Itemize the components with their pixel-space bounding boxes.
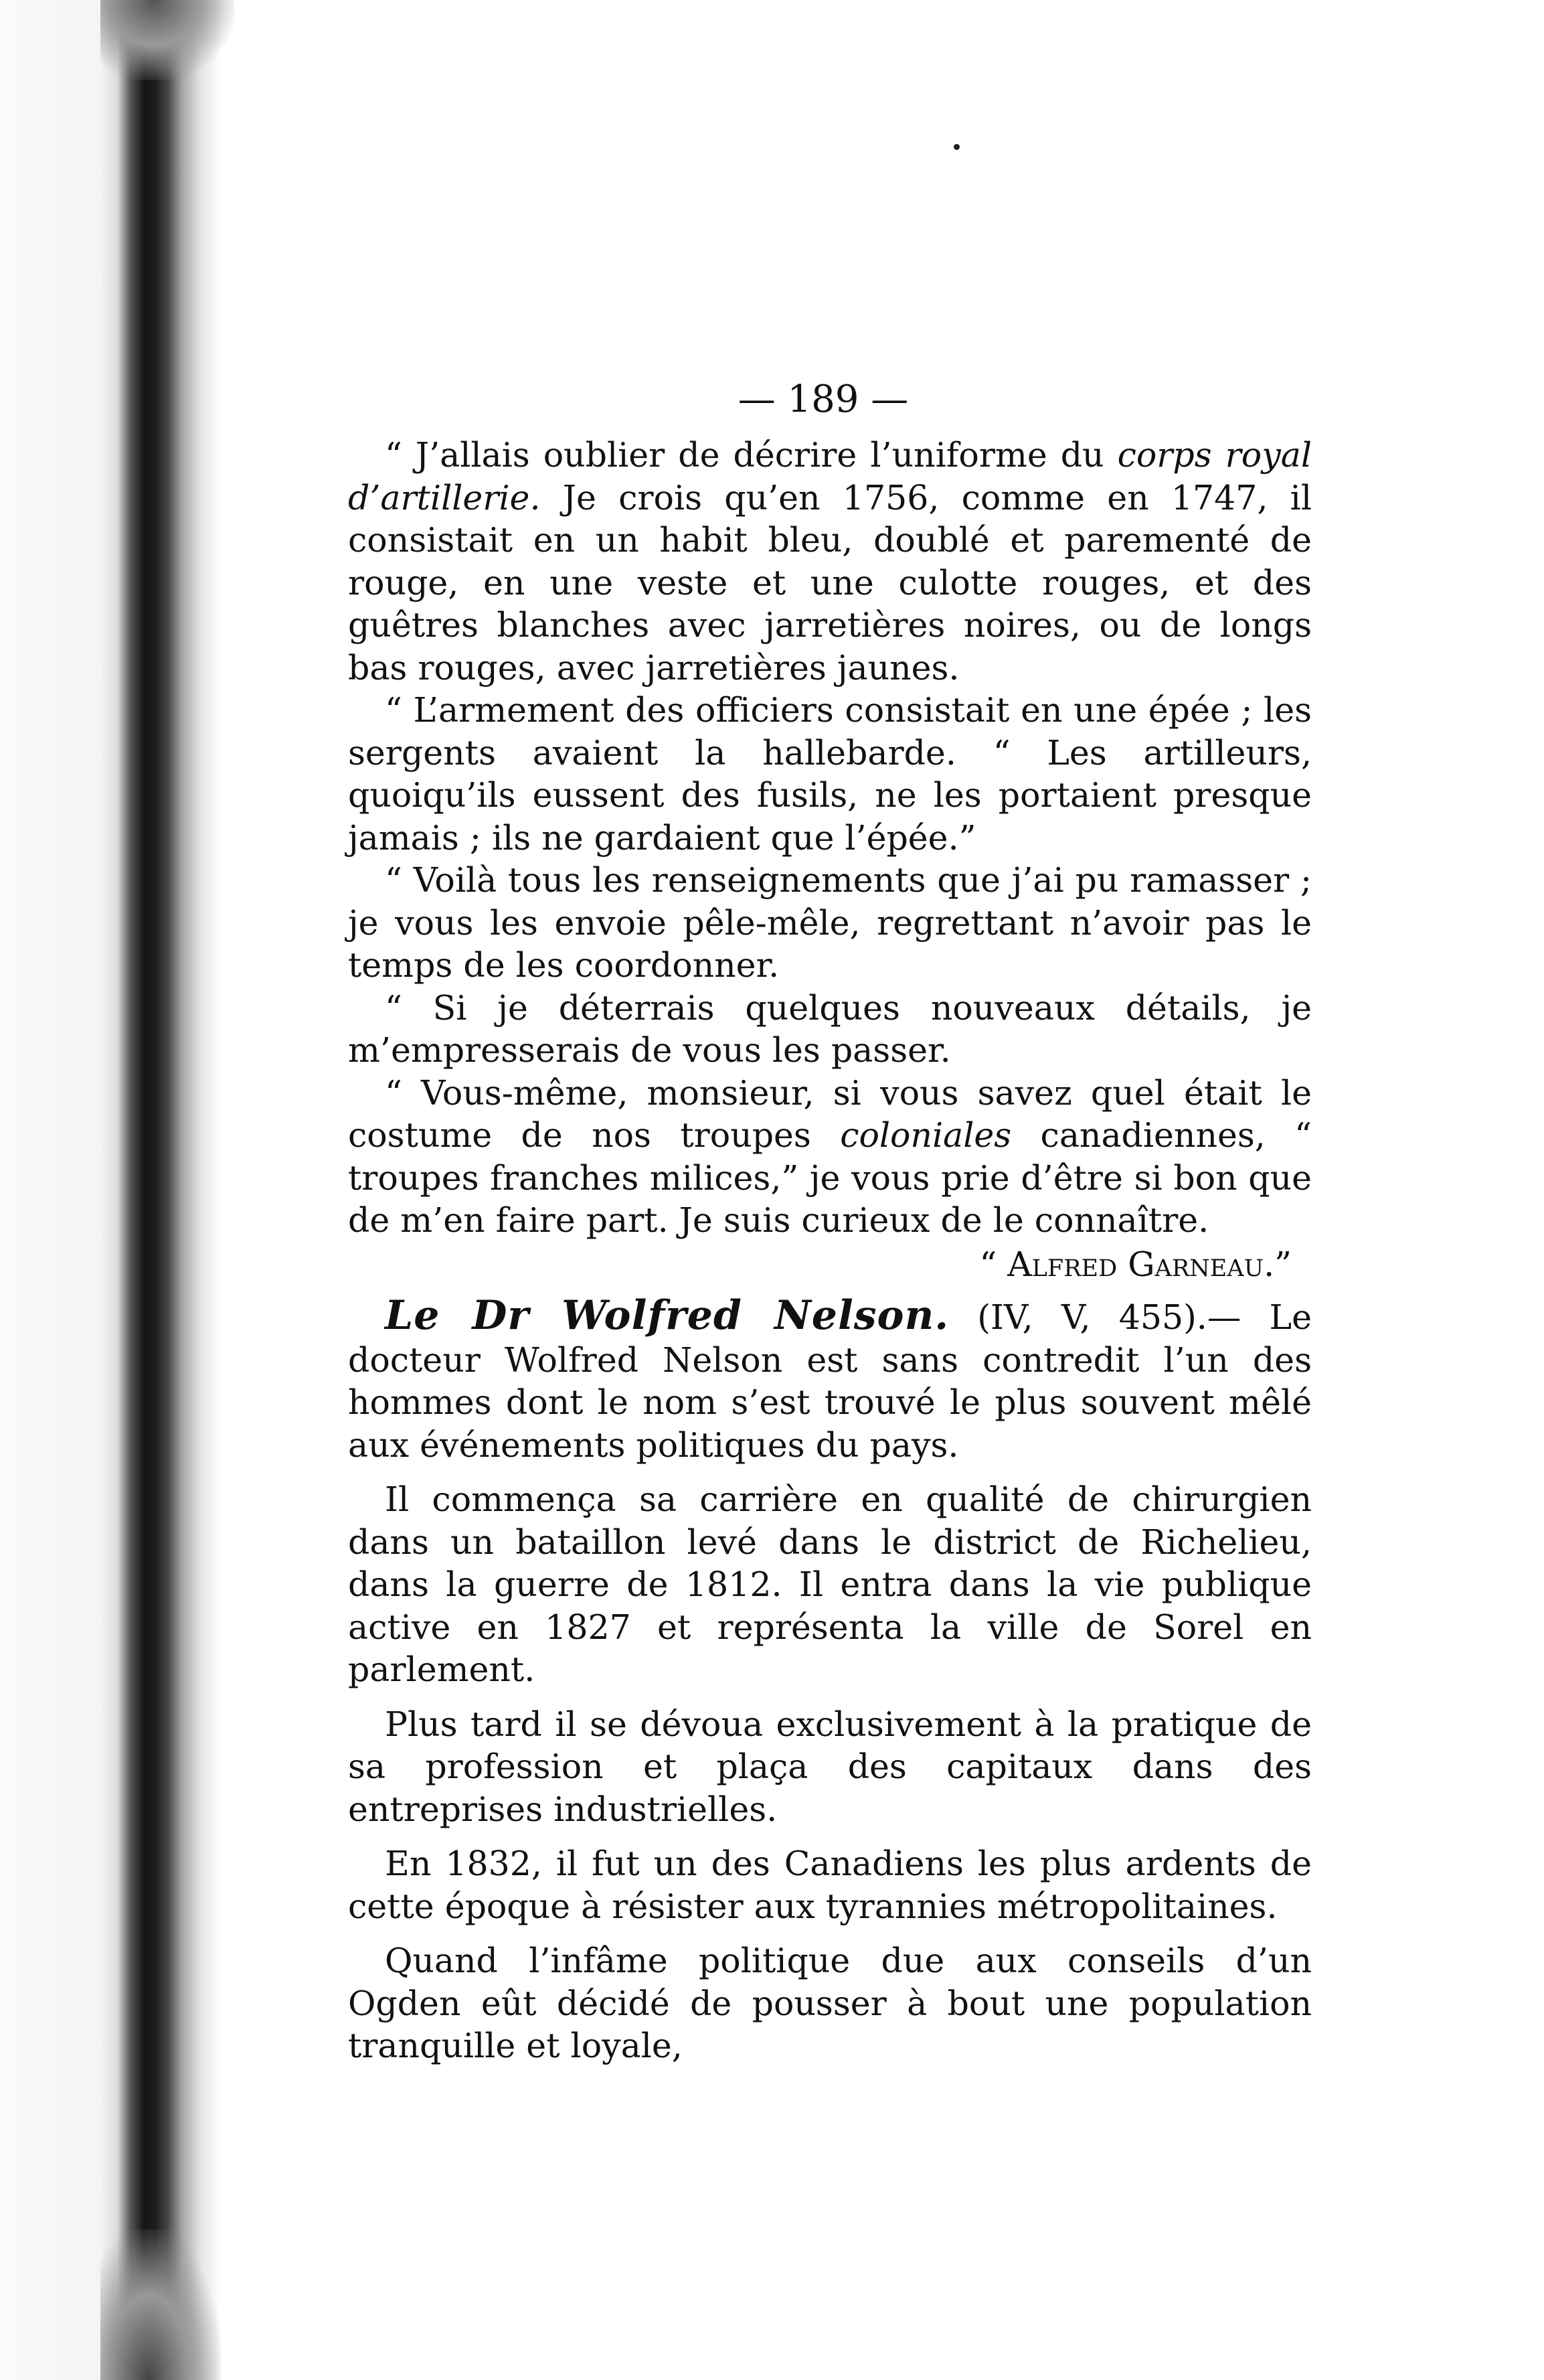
section-lead: — Le docteur Wolfred Nelson est sans contredit l’un des hommes dont le nom s’est trouvé le plus souvent mêlé aux événements politiques du pays.	[348, 1297, 1312, 1465]
paragraph-text: canadiennes, “ troupes franches milices,” je vous prie d’être si bon que de m’en faire part. Je suis curieux de le connaître.	[348, 1115, 1312, 1240]
section-reference: (IV, V, 455).	[949, 1297, 1207, 1337]
paragraph-text: En 1832, il fut un des Canadiens les plus ardents de cette époque à résister aux tyrannies métropolitaines.	[348, 1844, 1312, 1926]
paragraph-text: Je crois qu’en 1756, comme en 1747, il consistait en un habit bleu, doublé et parementé de rouge, en une veste et une culotte rouges, et des guêtres blanches avec jarretières noires, ou de longs bas rouges, avec jarretières jaunes.	[348, 477, 1312, 688]
page-body	[348, 434, 1312, 2067]
paragraph	[348, 1478, 1312, 1691]
paragraph-text: “ Vous-même, monsieur, si vous savez quel était le costume de nos troupes	[348, 1073, 1312, 1155]
page-number: — 189 —	[738, 378, 909, 421]
paragraph-text: Quand l’infâme politique due aux conseils d’un Ogden eût décidé de pousser à bout une population tranquille et loyale,	[348, 1941, 1312, 2065]
paragraph	[348, 434, 1312, 689]
paragraph-text: “ Voilà tous les renseignements que j’ai pu ramasser ; je vous les envoie pêle-mêle, regrettant n’avoir pas le temps de les coordonner.	[348, 860, 1312, 985]
italic-text: coloniales	[840, 1115, 1012, 1155]
section-paragraph	[348, 1292, 1312, 1466]
paragraph	[348, 689, 1312, 859]
paragraph-text: “ J’allais oublier de décrire l’uniforme du	[385, 435, 1118, 475]
nelson-paragraphs	[348, 1478, 1312, 2067]
letter-signature: “ Alfred Garneau.”	[979, 1244, 1292, 1284]
paragraph	[348, 1072, 1312, 1242]
section-title: Le Dr Wolfred Nelson.	[385, 1292, 950, 1339]
italic-text: corps royal d’artillerie.	[348, 435, 1312, 518]
paragraph	[348, 1703, 1312, 1831]
paragraph	[348, 1939, 1312, 2067]
paragraph-text: “ L’armement des officiers consistait en une épée ; les sergents avaient la hallebarde. “ Les artilleurs, quoiqu’ils eussent des fusils, ne les portaient presque jamais ; ils ne gardaient que l’épée.”	[348, 690, 1312, 858]
paragraph-text: Il commença sa carrière en qualité de chirurgien dans un bataillon levé dans le district de Richelieu, dans la guerre de 1812. Il entra dans la vie publique active en 1827 et représenta la ville de Sorel en parlement.	[348, 1480, 1312, 1689]
paragraph	[348, 1842, 1312, 1927]
paragraph	[348, 987, 1312, 1072]
paragraph-text: Plus tard il se dévoua exclusivement à la pratique de sa profession et plaça des capitaux dans des entreprises industrielles.	[348, 1704, 1312, 1829]
letter-paragraphs	[348, 434, 1312, 1242]
scan-speck	[954, 144, 960, 150]
paragraph	[348, 859, 1312, 987]
paragraph-text: “ Si je déterrais quelques nouveaux détails, je m’empresserais de vous les passer.	[348, 987, 1312, 1070]
